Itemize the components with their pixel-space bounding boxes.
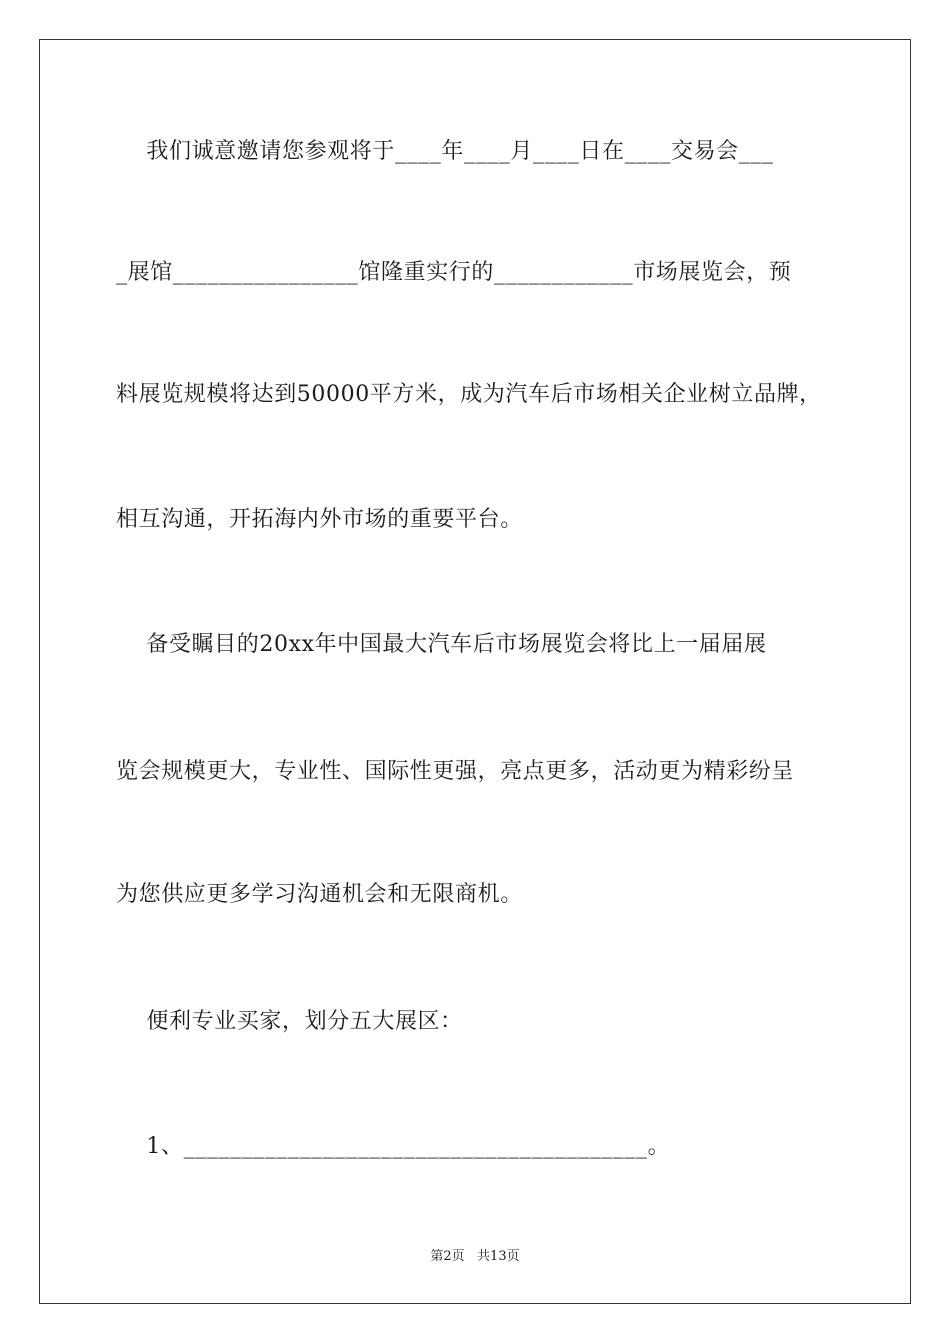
body-line-7: 为您供应更多学习沟通机会和无限商机。 [116,882,523,907]
body-line-3: 料展览规模将达到50000平方米，成为汽车后市场相关企业树立品牌， [116,382,822,407]
body-line-2: _展馆________________馆隆重实行的____________市场展览会，预 [116,260,792,285]
page-border [39,39,911,1304]
body-line-8: 便利专业买家，划分五大展区： [116,1009,463,1034]
body-line-6: 览会规模更大，专业性、国际性更强，亮点更多，活动更为精彩纷呈 [116,759,795,784]
body-line-4: 相互沟通，开拓海内外市场的重要平台。 [116,507,523,532]
body-line-1: 我们诚意邀请您参观将于____年____月____日在____交易会___ [116,139,774,164]
body-line-9: 1、________________________________________。 [116,1134,671,1159]
page-footer: 第2页 共13页 [430,1249,520,1264]
body-line-5: 备受瞩目的20xx年中国最大汽车后市场展览会将比上一届届展 [116,632,767,657]
